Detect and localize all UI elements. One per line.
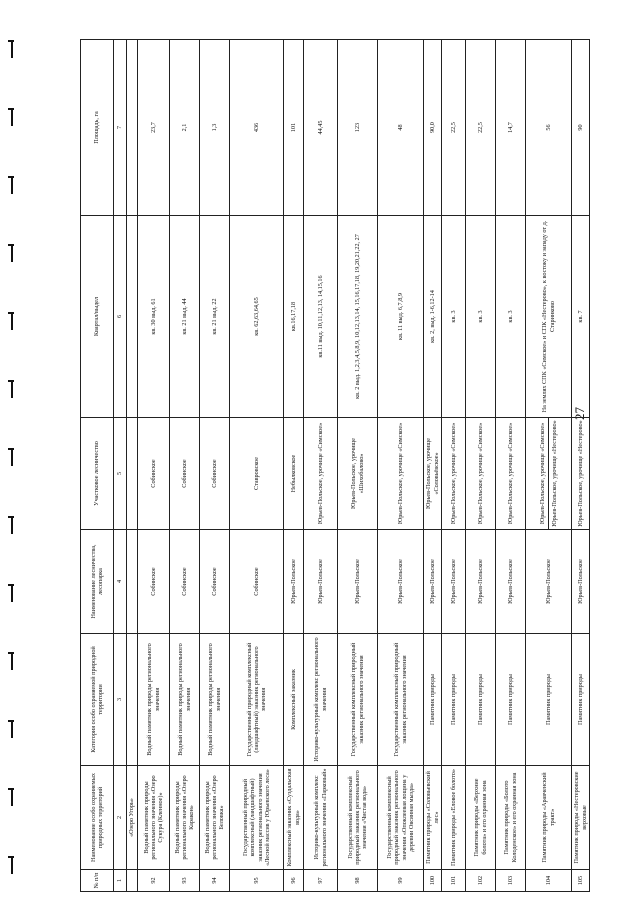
- table-row: [338, 40, 378, 892]
- cell-district: Юрьев-Польское, урочище «Симское»: [466, 418, 496, 530]
- binder-mark: [8, 108, 15, 126]
- cell-district: Юрьев-Польское, урочище «Шихобалово»: [338, 418, 378, 530]
- cell-no: 92: [138, 870, 170, 892]
- cell-area: 22,5: [466, 40, 496, 216]
- cell-name: Водный памятник природы регионального значения «Озеро Каракон»: [170, 766, 200, 870]
- cell-no: 97: [304, 870, 338, 892]
- cell-district-part: Юрьев-Польское, урочище «Нестерово»: [551, 420, 558, 527]
- cell-area: 101: [284, 40, 304, 216]
- cell-district: Юрьев-Польское, урочище «Симское»: [496, 418, 526, 530]
- cell-name: Государственный природный комплексный (ландшафтный) заказник регионального значения «Лесной массив у Юрьевского леса»: [230, 766, 284, 870]
- table-row: [378, 40, 424, 892]
- cell-no: 93: [170, 870, 200, 892]
- table-row: [170, 40, 200, 892]
- cell-no: 95: [230, 870, 284, 892]
- cell-forestry: Собинское: [138, 530, 170, 634]
- binder-mark: [8, 176, 15, 194]
- cell-forestry: Юрьев-Польское: [466, 530, 496, 634]
- cell-district-part: Юрьев-Польское, урочище «Симское»: [539, 418, 549, 529]
- cell-area: 22,5: [442, 40, 466, 216]
- cell-area: 90,0: [424, 40, 442, 216]
- col-number: 2: [114, 766, 127, 870]
- col-header-area: Площадь, га: [81, 40, 114, 216]
- cell-name: Памятник природы «Нестеровские верховые: [572, 766, 590, 870]
- binder-mark: [8, 448, 15, 466]
- col-header-district: Участковое лесничество: [81, 418, 114, 530]
- cell-quarter: кв. 30 выд. 61: [138, 216, 170, 418]
- table-row: [127, 40, 138, 892]
- cell-name: Памятник природы «Соловьевский лес»: [424, 766, 442, 870]
- cell-no: 103: [496, 870, 526, 892]
- cell-district: Юрьев-Польское, урочище «Симское»: [304, 418, 338, 530]
- cell-district: Собинское: [200, 418, 230, 530]
- cell-area: 436: [230, 40, 284, 216]
- binder-mark: [8, 652, 15, 670]
- cell-quarter: кв. 62,63,64,65: [230, 216, 284, 418]
- cell-category: Историко-культурный комплекс регионального значения: [304, 634, 338, 766]
- cell-district: Юрьев-Польское, урочище «Симское»: [442, 418, 466, 530]
- col-number: 5: [114, 418, 127, 530]
- cell-quarter: кв. 2, выд. 1-6,12-14: [424, 216, 442, 418]
- cell-name: Комплексный заказник «Суздальская вода»: [284, 766, 304, 870]
- cell-category: Памятник природы: [526, 634, 572, 766]
- cell-no: 105: [572, 870, 590, 892]
- col-header-name: Наименование особо охраняемых природных территорий: [81, 766, 114, 870]
- table-row: [138, 40, 170, 892]
- cell-area: 44,45: [304, 40, 338, 216]
- table-row: [572, 40, 590, 892]
- cell-category: Памятник природы: [466, 634, 496, 766]
- cell-district: Юрьев-Польское, урочище «Соловьёвское»: [424, 418, 442, 530]
- binder-mark: [8, 380, 15, 398]
- cell-quarter: кв. 21 выд. 44: [170, 216, 200, 418]
- cell-no: 101: [442, 870, 466, 892]
- cell-category: Водный памятник природы регионального значения: [170, 634, 200, 766]
- cell-area: 1,3: [200, 40, 230, 216]
- cell-no: 100: [424, 870, 442, 892]
- cell-name: Памятник природы «Верхние болота» и его охранная зона: [466, 766, 496, 870]
- cell-name: Государственный комплексный природный заказник регионального значения «Чистая вода»: [338, 766, 378, 870]
- cell-name: Историко-культурный комплекс регионального значения «Парковый»: [304, 766, 338, 870]
- protected-areas-table: [80, 40, 588, 892]
- cell-name: Памятник природы «Болото Колоденское» и его охранная зона: [496, 766, 526, 870]
- cell-quarter: кв.11 выд. 10,11,12,13, 14,15,16: [304, 216, 338, 418]
- col-header-no: № п/п: [81, 870, 114, 892]
- binder-holes: [8, 0, 22, 905]
- cell-forestry: [127, 530, 138, 634]
- cell-name: Водный памятник природы регионального значения «Озеро Беловка»: [200, 766, 230, 870]
- cell-forestry: Юрьев-Польское: [496, 530, 526, 634]
- cell-district: Собинское: [170, 418, 200, 530]
- table-row: [526, 40, 572, 892]
- binder-mark: [8, 516, 15, 534]
- cell-quarter: кв. 3: [496, 216, 526, 418]
- cell-no: 99: [378, 870, 424, 892]
- table-row: [200, 40, 230, 892]
- col-header-category: Категория особо охраняемой природной территории: [81, 634, 114, 766]
- table-row: [442, 40, 466, 892]
- cell-quarter: На землях СПК «Симское» и СПК «Нестерово», к востоку и западу от д. Старинково: [526, 216, 572, 418]
- cell-category: Водный памятник природы регионального значения: [200, 634, 230, 766]
- cell-area: 48: [378, 40, 424, 216]
- cell-forestry: Собинское: [230, 530, 284, 634]
- table-row: [466, 40, 496, 892]
- col-number: 3: [114, 634, 127, 766]
- cell-name: Государственный комплексный природный заказник регионального значения «Опоклеевая лощина у деревни Овсянная мызда»: [378, 766, 424, 870]
- column-number-row: [114, 40, 127, 892]
- cell-name: «Озеро Угорь»: [127, 766, 138, 870]
- col-header-quarter: Квартал/выдел: [81, 216, 114, 418]
- table-row: [304, 40, 338, 892]
- cell-forestry: Юрьев-Польское: [424, 530, 442, 634]
- protected-areas-grid: [80, 39, 590, 892]
- cell-area: 90: [572, 40, 590, 216]
- cell-district: [526, 418, 572, 530]
- cell-quarter: кв. 7: [572, 216, 590, 418]
- cell-forestry: Собинское: [200, 530, 230, 634]
- binder-mark: [8, 720, 15, 738]
- col-number: 6: [114, 216, 127, 418]
- cell-forestry: Юрьев-Польское: [304, 530, 338, 634]
- cell-area: 56: [526, 40, 572, 216]
- cell-forestry: Юрьев-Польское: [378, 530, 424, 634]
- col-number: 7: [114, 40, 127, 216]
- cell-category: Государственный комплексный природный заказник регионального значения: [338, 634, 378, 766]
- cell-category: [127, 634, 138, 766]
- cell-category: Памятник природы: [424, 634, 442, 766]
- cell-no: 98: [338, 870, 378, 892]
- cell-area: 123: [338, 40, 378, 216]
- cell-district: Собинское: [138, 418, 170, 530]
- binder-mark: [8, 312, 15, 330]
- cell-category: Комплексный заказник: [284, 634, 304, 766]
- cell-district: [127, 418, 138, 530]
- cell-area: 2,1: [170, 40, 200, 216]
- cell-no: 104: [526, 870, 572, 892]
- cell-forestry: Юрьев-Польское: [442, 530, 466, 634]
- cell-quarter: кв. 2 выд. 1,2,3,4,5,8,9, 10,12,13,14, 15,16,17,18, 19,20,21,22, 27: [338, 216, 378, 418]
- cell-quarter: кв. 21 выд. 22: [200, 216, 230, 418]
- cell-no: [127, 870, 138, 892]
- cell-no: 102: [466, 870, 496, 892]
- cell-quarter: кв. 3: [442, 216, 466, 418]
- cell-area: [127, 40, 138, 216]
- binder-mark: [8, 584, 15, 602]
- page-number: 27: [572, 407, 587, 420]
- cell-forestry: Юрьев-Польское: [572, 530, 590, 634]
- cell-district: Небылковское: [284, 418, 304, 530]
- cell-category: Памятник природы: [572, 634, 590, 766]
- cell-area: 23,7: [138, 40, 170, 216]
- cell-name: Памятник природы «Аравченский тракт»: [526, 766, 572, 870]
- cell-forestry: Юрьев-Польское: [526, 530, 572, 634]
- cell-name: Памятник природы «Еловое болото»: [442, 766, 466, 870]
- cell-category: Государственный природный комплексный (ландшафтный) заказник регионального значения: [230, 634, 284, 766]
- binder-mark: [8, 856, 15, 874]
- cell-quarter: кв. 3: [466, 216, 496, 418]
- cell-forestry: Собинское: [170, 530, 200, 634]
- cell-name: Водный памятник природы регионального значения «Озеро Сукура (Кленное)»: [138, 766, 170, 870]
- binder-mark: [8, 788, 15, 806]
- cell-forestry: Юрьев-Польское: [338, 530, 378, 634]
- table-row: [424, 40, 442, 892]
- cell-no: 94: [200, 870, 230, 892]
- col-number: 1: [114, 870, 127, 892]
- cell-quarter: [127, 216, 138, 418]
- cell-quarter: кв. 11 выд. 6,7,8,9: [378, 216, 424, 418]
- table-rotated-container: [80, 40, 588, 892]
- cell-forestry: Юрьев-Польское: [284, 530, 304, 634]
- cell-district: Юрьев-Польское, урочище «Нестерово»: [572, 418, 590, 530]
- col-number: 4: [114, 530, 127, 634]
- binder-mark: [8, 244, 15, 262]
- table-row: [496, 40, 526, 892]
- cell-district: Ставровское: [230, 418, 284, 530]
- header-row: [81, 40, 114, 892]
- cell-no: 96: [284, 870, 304, 892]
- col-header-forestry: Наименование лесничества, лесопарка: [81, 530, 114, 634]
- binder-mark: [8, 40, 15, 58]
- cell-area: 14,7: [496, 40, 526, 216]
- table-row: [284, 40, 304, 892]
- cell-category: Государственный комплексный природный заказник регионального значения: [378, 634, 424, 766]
- cell-category: Памятник природы: [442, 634, 466, 766]
- cell-category: Водный памятник природы регионального значения: [138, 634, 170, 766]
- cell-district: Юрьев-Польское, урочище «Симское»: [378, 418, 424, 530]
- cell-quarter: кв.16,17,18: [284, 216, 304, 418]
- table-row: [230, 40, 284, 892]
- cell-category: Памятник природы: [496, 634, 526, 766]
